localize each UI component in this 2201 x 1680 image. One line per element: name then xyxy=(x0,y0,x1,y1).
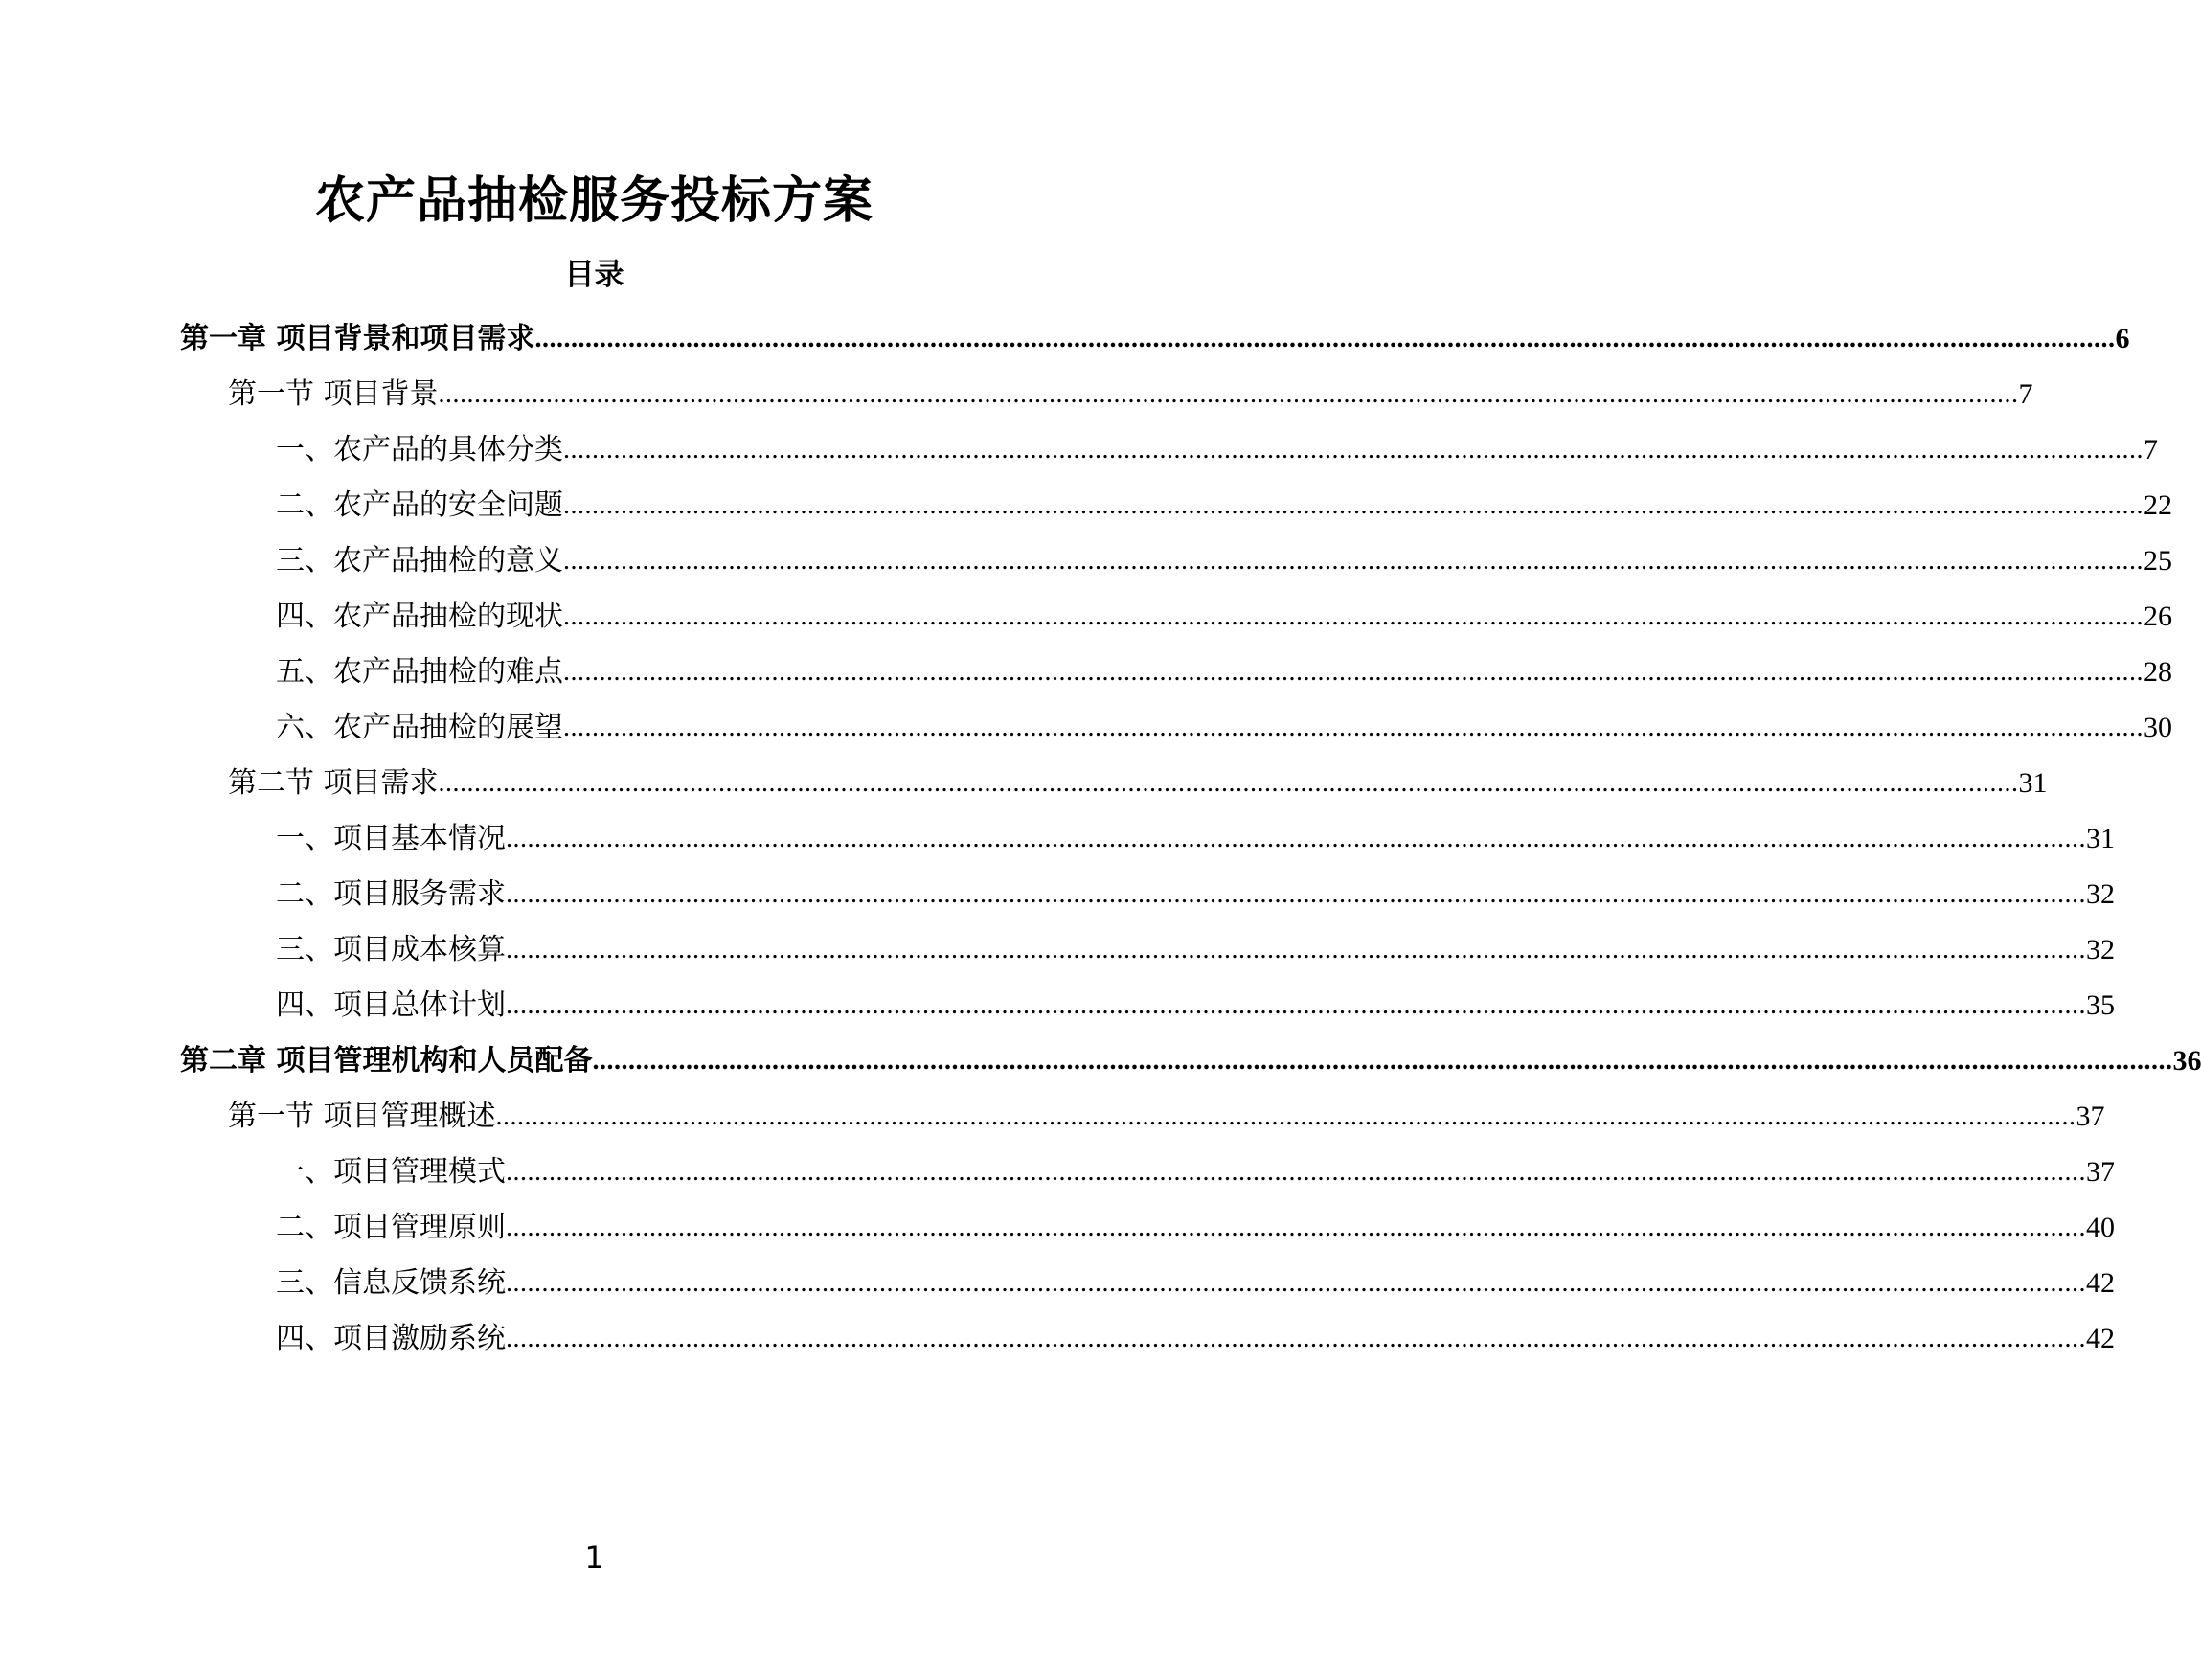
toc-leader-dots: ............................................................................................................................................................................................................................ xyxy=(563,602,2144,631)
toc-section-entry[interactable] xyxy=(228,761,2048,805)
toc-leader-dots: ............................................................................................................................................................................................................................ xyxy=(506,879,2086,909)
toc-entry-label: 三、信息反馈系统 xyxy=(276,1266,506,1300)
toc-chapter-entry[interactable] xyxy=(180,1038,2201,1082)
toc-subsection-entry[interactable] xyxy=(276,427,2158,471)
toc-entry-label: 二、项目管理原则 xyxy=(276,1211,506,1244)
toc-section-entry[interactable] xyxy=(228,372,2033,416)
toc-entry-label: 二、项目服务需求 xyxy=(276,877,506,911)
toc-subsection-entry[interactable] xyxy=(276,1316,2115,1360)
toc-entry-page: 7 xyxy=(2144,434,2158,465)
toc-entry-label: 三、项目成本核算 xyxy=(276,933,506,966)
toc-entry-label: 五、农产品抽检的难点 xyxy=(276,655,563,689)
toc-entry-label: 第二章 项目管理机构和人员配备 xyxy=(180,1044,593,1078)
toc-leader-dots: ............................................................................................................................................................................................................................ xyxy=(506,824,2086,853)
toc-subsection-entry[interactable] xyxy=(276,1149,2115,1193)
toc-subsection-entry[interactable] xyxy=(276,649,2172,693)
toc-entry-label: 第一节 项目管理概述 xyxy=(228,1100,496,1133)
toc-leader-dots: ............................................................................................................................................................................................................................ xyxy=(506,990,2086,1020)
toc-entry-page: 35 xyxy=(2086,989,2115,1021)
toc-entry-page: 31 xyxy=(2018,767,2048,799)
toc-leader-dots: ............................................................................................................................................................................................................................ xyxy=(506,1213,2086,1242)
toc-entry-page: 28 xyxy=(2144,656,2172,688)
page-number: 1 xyxy=(584,1539,604,1576)
toc-leader-dots: ............................................................................................................................................................................................................................ xyxy=(506,935,2086,965)
toc-chapter-entry[interactable] xyxy=(180,316,2130,360)
toc-subsection-entry[interactable] xyxy=(276,1260,2115,1305)
toc-subsection-entry[interactable] xyxy=(276,816,2115,860)
toc-entry-label: 三、农产品抽检的意义 xyxy=(276,544,563,578)
toc-subsection-entry[interactable] xyxy=(276,1205,2115,1249)
toc-leader-dots: ............................................................................................................................................................................................................................ xyxy=(534,324,2116,353)
toc-leader-dots: ............................................................................................................................................................................................................................ xyxy=(563,490,2144,520)
toc-entry-page: 31 xyxy=(2086,823,2115,854)
toc-entry-label: 一、项目管理模式 xyxy=(276,1155,506,1189)
toc-subsection-entry[interactable] xyxy=(276,872,2115,916)
toc-leader-dots: ............................................................................................................................................................................................................................ xyxy=(563,657,2144,687)
toc-entry-page: 30 xyxy=(2144,712,2172,743)
toc-entry-page: 42 xyxy=(2086,1323,2115,1354)
toc-leader-dots: ............................................................................................................................................................................................................................ xyxy=(563,435,2144,465)
toc-leader-dots: ............................................................................................................................................................................................................................ xyxy=(506,1157,2086,1187)
toc-entry-label: 一、农产品的具体分类 xyxy=(276,433,563,466)
toc-entry-label: 四、农产品抽检的现状 xyxy=(276,600,563,633)
toc-entry-label: 第一节 项目背景 xyxy=(228,377,439,411)
toc-entry-page: 37 xyxy=(2086,1156,2115,1188)
toc-entry-label: 二、农产品的安全问题 xyxy=(276,488,563,522)
toc-entry-page: 37 xyxy=(2076,1101,2105,1132)
toc-entry-page: 32 xyxy=(2086,934,2115,965)
toc-entry-label: 六、农产品抽检的展望 xyxy=(276,711,563,744)
toc-leader-dots: ............................................................................................................................................................................................................................ xyxy=(506,1324,2086,1353)
toc-subsection-entry[interactable] xyxy=(276,927,2115,971)
document-title: 农产品抽检服务投标方案 xyxy=(314,172,874,230)
toc-subsection-entry[interactable] xyxy=(276,594,2172,638)
toc-section-entry[interactable] xyxy=(228,1094,2105,1138)
toc-entry-label: 第二节 项目需求 xyxy=(228,766,439,800)
toc-leader-dots: ............................................................................................................................................................................................................................ xyxy=(563,546,2144,576)
toc-leader-dots: ............................................................................................................................................................................................................................ xyxy=(563,713,2144,742)
toc-entry-label: 四、项目激励系统 xyxy=(276,1322,506,1355)
toc-heading: 目录 xyxy=(564,258,624,292)
toc-leader-dots: ............................................................................................................................................................................................................................ xyxy=(438,768,2019,798)
toc-entry-page: 36 xyxy=(2172,1045,2201,1077)
toc-entry-page: 22 xyxy=(2144,489,2172,521)
toc-entry-page: 42 xyxy=(2086,1267,2115,1299)
toc-leader-dots: ............................................................................................................................................................................................................................ xyxy=(495,1101,2076,1131)
toc-leader-dots: ............................................................................................................................................................................................................................ xyxy=(438,379,2019,409)
toc-leader-dots: ............................................................................................................................................................................................................................ xyxy=(506,1268,2086,1298)
toc-entry-label: 第一章 项目背景和项目需求 xyxy=(180,322,535,355)
toc-entry-page: 6 xyxy=(2115,323,2130,354)
toc-entry-label: 四、项目总体计划 xyxy=(276,988,506,1022)
toc-entry-page: 25 xyxy=(2144,545,2172,577)
toc-entry-page: 32 xyxy=(2086,878,2115,910)
toc-entry-page: 7 xyxy=(2018,378,2033,410)
toc-subsection-entry[interactable] xyxy=(276,538,2172,582)
toc-entry-label: 一、项目基本情况 xyxy=(276,822,506,855)
toc-leader-dots: ............................................................................................................................................................................................................................ xyxy=(592,1046,2173,1076)
toc-subsection-entry[interactable] xyxy=(276,983,2115,1027)
toc-subsection-entry[interactable] xyxy=(276,483,2172,527)
toc-subsection-entry[interactable] xyxy=(276,705,2172,749)
toc-entry-page: 40 xyxy=(2086,1212,2115,1243)
toc-entry-page: 26 xyxy=(2144,601,2172,632)
